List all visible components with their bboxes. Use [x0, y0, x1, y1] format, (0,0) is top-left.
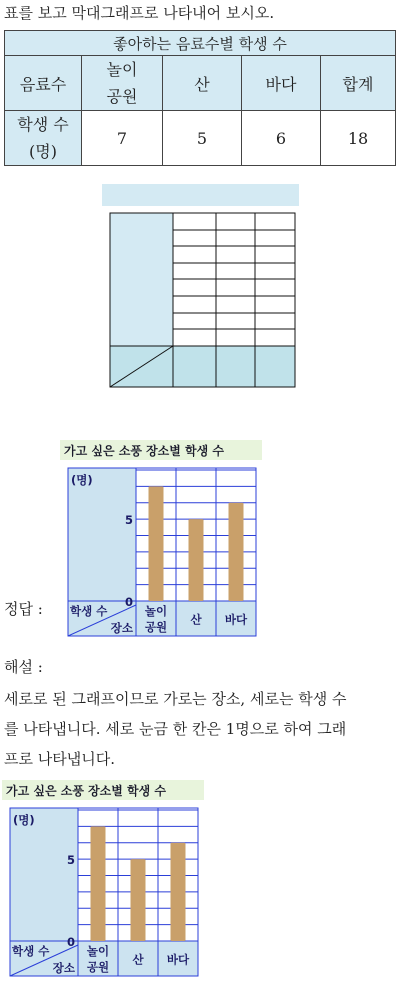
chart-ylabel-panel [10, 808, 78, 941]
blank-category-row [110, 346, 295, 387]
chart-bar [149, 486, 164, 601]
bar-chart-svg [0, 778, 210, 988]
chart-bar [131, 859, 146, 941]
chart-corner-top: 학생 수 [70, 604, 108, 618]
chart-corner-top: 학생 수 [12, 944, 50, 958]
blank-ylabel-panel [110, 213, 173, 346]
chart-ylabel-panel [68, 468, 136, 601]
chart-category-label: 산 [132, 952, 144, 967]
chart-tick-label: 0 [124, 595, 133, 609]
chart-title: 가고 싶은 소풍 장소별 학생 수 [6, 784, 166, 798]
table-col-header [82, 56, 163, 111]
chart-corner-bottom: 장소 [110, 621, 133, 635]
chart-tick-label: 5 [124, 513, 133, 528]
chart-tick-label: 0 [66, 935, 75, 949]
chart-bar [189, 519, 204, 601]
chart-ylabel: (명) [13, 813, 35, 827]
table-col-header: 산 [163, 56, 242, 111]
explanation-line: 를 나타냅니다. 세로 눈금 한 칸은 1명으로 하여 그래 [4, 720, 347, 738]
chart-bar [171, 843, 186, 941]
chart-category-label: 놀이 [86, 944, 110, 958]
table-cell: 6 [242, 111, 321, 166]
table-value-label-line: 학생 수 [17, 115, 69, 134]
chart-category-label: 바다 [166, 952, 190, 967]
chart-bar [229, 503, 244, 601]
table-cell: 5 [163, 111, 242, 166]
answer-chart [58, 438, 268, 648]
table-cell: 7 [82, 111, 163, 166]
chart-category-label: 공원 [144, 620, 168, 634]
table-row-header: 음료수 [5, 56, 82, 111]
chart-bar [91, 826, 106, 941]
data-table [4, 30, 396, 166]
chart-category-label: 바다 [224, 612, 248, 627]
explanation-label: 해설 : [4, 658, 43, 676]
chart-title: 가고 싶은 소풍 장소별 학생 수 [64, 444, 224, 458]
table-col-header-line: 공원 [106, 87, 138, 106]
explanation-text [4, 684, 398, 774]
question-text: 표를 보고 막대그래프로 나타내어 보시오. [4, 4, 275, 22]
table-value-label-line: (명) [29, 142, 57, 161]
chart-category-label: 산 [190, 612, 202, 627]
table-value-label [5, 111, 82, 166]
table-cell: 18 [321, 111, 396, 166]
table-col-header: 합계 [321, 56, 396, 111]
blank-graph [95, 180, 305, 392]
table-col-header: 바다 [242, 56, 321, 111]
chart-corner-bottom: 장소 [52, 961, 75, 975]
bar-chart-svg [58, 438, 268, 648]
explanation-line: 세로로 된 그래프이므로 가로는 장소, 세로는 학생 수 [4, 690, 347, 708]
chart-tick-label: 5 [66, 853, 75, 868]
answer-label: 정답 : [4, 600, 43, 618]
table-caption: 좋아하는 음료수별 학생 수 [5, 31, 396, 56]
blank-title-box [102, 184, 299, 206]
table-col-header-line: 놀이 [106, 60, 138, 79]
chart-category-label: 놀이 [144, 604, 168, 618]
chart-category-label: 공원 [86, 960, 110, 974]
chart-ylabel: (명) [71, 473, 93, 487]
explanation-chart [0, 778, 210, 988]
explanation-line: 프로 나타냅니다. [4, 750, 115, 768]
